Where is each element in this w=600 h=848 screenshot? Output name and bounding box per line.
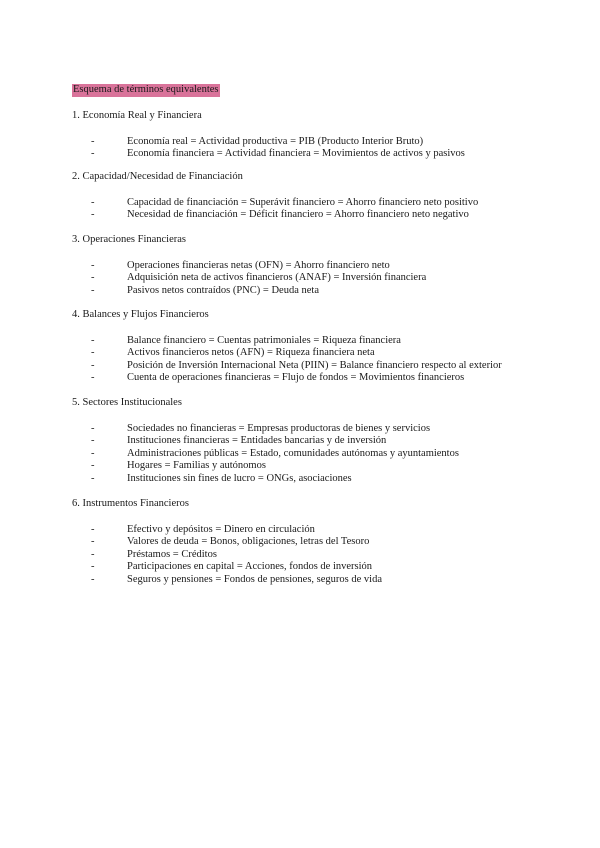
list-item-text: Administraciones públicas = Estado, comunidades autónomas y ayuntamientos	[127, 447, 459, 459]
list-item-text: Pasivos netos contraídos (PNC) = Deuda neta	[127, 284, 319, 296]
section-capacidad-necesidad	[72, 171, 542, 222]
list-item	[91, 197, 542, 210]
list-item	[91, 209, 542, 222]
section-heading: 2. Capacidad/Necesidad de Financiación	[72, 171, 243, 182]
dash-bullet: -	[91, 135, 95, 147]
list-item	[91, 136, 542, 149]
list-item	[91, 347, 542, 360]
dash-bullet: -	[91, 548, 95, 560]
list-item	[91, 448, 542, 461]
dash-bullet: -	[91, 372, 95, 384]
term-list	[72, 197, 542, 222]
term-list	[72, 136, 542, 161]
dash-bullet: -	[91, 148, 95, 160]
dash-bullet: -	[91, 272, 95, 284]
list-item-text: Instituciones sin fines de lucro = ONGs, asociaciones	[127, 472, 352, 484]
list-item-text: Activos financieros netos (AFN) = Riqueza financiera neta	[127, 347, 375, 359]
section-economia-real	[72, 110, 542, 161]
list-item	[91, 260, 542, 273]
list-item-text: Economía real = Actividad productiva = PIB (Producto Interior Bruto)	[127, 135, 424, 147]
list-item-text: Posición de Inversión Internacional Neta (PIIN) = Balance financiero respecto al exterior	[127, 359, 502, 371]
dash-bullet: -	[91, 209, 95, 221]
list-item	[91, 435, 542, 448]
section-sectores	[72, 397, 542, 486]
dash-bullet: -	[91, 334, 95, 346]
dash-bullet: -	[91, 435, 95, 447]
list-item-text: Participaciones en capital = Acciones, fondos de inversión	[127, 561, 373, 573]
term-list	[72, 423, 542, 486]
term-list	[72, 524, 542, 587]
list-item	[91, 536, 542, 549]
term-list	[72, 260, 542, 298]
dash-bullet: -	[91, 472, 95, 484]
section-heading: 4. Balances y Flujos Financieros	[72, 309, 209, 320]
section-balances-flujos	[72, 309, 542, 385]
dash-bullet: -	[91, 523, 95, 535]
list-item	[91, 460, 542, 473]
section-heading: 5. Sectores Institucionales	[72, 397, 182, 408]
list-item	[91, 473, 542, 486]
list-item	[91, 360, 542, 373]
list-item	[91, 148, 542, 161]
list-item-text: Necesidad de financiación = Déficit financiero = Ahorro financiero neto negativo	[127, 209, 469, 221]
section-instrumentos	[72, 498, 542, 587]
dash-bullet: -	[91, 284, 95, 296]
dash-bullet: -	[91, 196, 95, 208]
section-heading: 1. Economía Real y Financiera	[72, 110, 202, 121]
list-item	[91, 335, 542, 348]
dash-bullet: -	[91, 422, 95, 434]
dash-bullet: -	[91, 347, 95, 359]
list-item	[91, 423, 542, 436]
list-item	[91, 372, 542, 385]
list-item-text: Economía financiera = Actividad financiera = Movimientos de activos y pasivos	[127, 148, 465, 160]
list-item-text: Capacidad de financiación = Superávit financiero = Ahorro financiero neto positivo	[127, 196, 479, 208]
list-item-text: Valores de deuda = Bonos, obligaciones, letras del Tesoro	[127, 536, 370, 548]
list-item	[91, 561, 542, 574]
list-item-text: Sociedades no financieras = Empresas productoras de bienes y servicios	[127, 422, 431, 434]
list-item-text: Hogares = Familias y autónomos	[127, 460, 266, 472]
list-item-text: Instituciones financieras = Entidades bancarias y de inversión	[127, 435, 387, 447]
list-item	[91, 524, 542, 537]
list-item-text: Préstamos = Créditos	[127, 548, 217, 560]
dash-bullet: -	[91, 447, 95, 459]
term-list	[72, 335, 542, 385]
document-title: Esquema de términos equivalentes	[73, 84, 219, 95]
dash-bullet: -	[91, 561, 95, 573]
list-item	[91, 574, 542, 587]
list-item-text: Efectivo y depósitos = Dinero en circulación	[127, 523, 315, 535]
list-item-text: Balance financiero = Cuentas patrimoniales = Riqueza financiera	[127, 334, 401, 346]
dash-bullet: -	[91, 536, 95, 548]
dash-bullet: -	[91, 573, 95, 585]
list-item	[91, 272, 542, 285]
list-item-text: Adquisición neta de activos financieros (ANAF) = Inversión financiera	[127, 272, 427, 284]
list-item-text: Operaciones financieras netas (OFN) = Ahorro financiero neto	[127, 259, 390, 271]
list-item	[91, 285, 542, 298]
section-heading: 3. Operaciones Financieras	[72, 234, 186, 245]
section-operaciones	[72, 234, 542, 297]
list-item-text: Cuenta de operaciones financieras = Flujo de fondos = Movimientos financieros	[127, 372, 465, 384]
list-item	[91, 549, 542, 562]
dash-bullet: -	[91, 359, 95, 371]
dash-bullet: -	[91, 460, 95, 472]
section-heading: 6. Instrumentos Financieros	[72, 498, 189, 509]
dash-bullet: -	[91, 259, 95, 271]
list-item-text: Seguros y pensiones = Fondos de pensiones, seguros de vida	[127, 573, 382, 585]
